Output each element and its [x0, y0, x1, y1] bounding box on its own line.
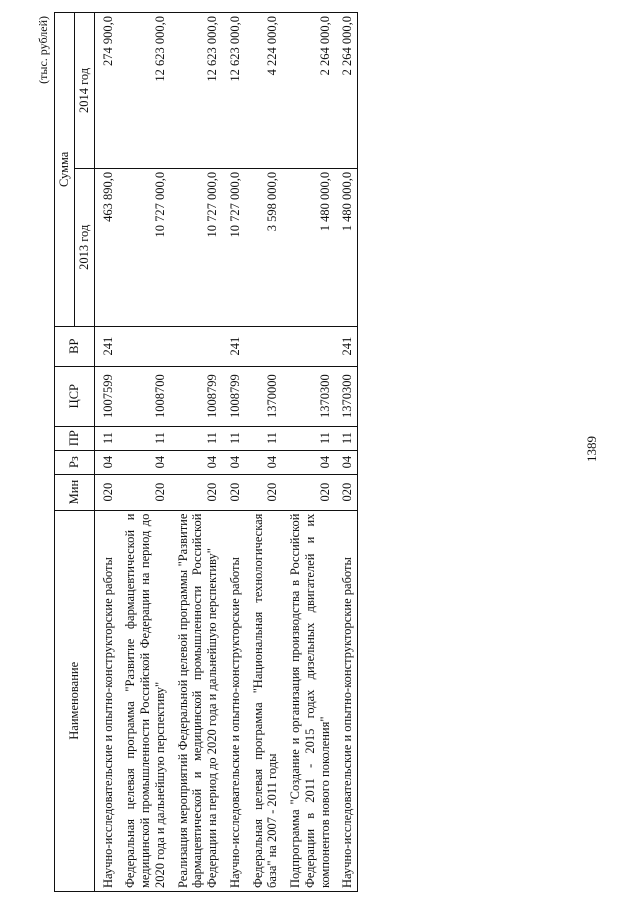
col-min-header: Мин — [55, 474, 95, 510]
row-min: 020 — [334, 474, 357, 510]
row-csr: 1008799 — [170, 366, 222, 426]
row-2013: 1 480 000,0 — [334, 168, 357, 326]
row-2014: 12 623 000,0 — [222, 13, 245, 169]
row-min: 020 — [282, 474, 334, 510]
row-vr — [282, 326, 334, 366]
row-vr — [170, 326, 222, 366]
col-2013-header: 2013 год — [74, 168, 94, 326]
row-rz: 04 — [282, 450, 334, 474]
col-csr-header: ЦСР — [55, 366, 95, 426]
row-rz: 04 — [170, 450, 222, 474]
row-name: Научно-исследовательские и опытно-конструкторские работы — [334, 510, 357, 891]
row-2014: 4 224 000,0 — [245, 13, 283, 169]
row-pr: 11 — [282, 426, 334, 450]
row-csr: 1370300 — [334, 366, 357, 426]
row-2013: 1 480 000,0 — [282, 168, 334, 326]
row-name: Реализация мероприятий Федеральной целевой программы "Развитие фармацевтической и медицинской промышленности Российской Федерации на период до 2020 года и дальнейшую перспективу" — [170, 510, 222, 891]
row-min: 020 — [245, 474, 283, 510]
row-pr: 11 — [94, 426, 117, 450]
col-rz-header: Рз — [55, 450, 95, 474]
col-2014-header: 2014 год — [74, 13, 94, 169]
row-pr: 11 — [222, 426, 245, 450]
row-min: 020 — [117, 474, 169, 510]
row-pr: 11 — [245, 426, 283, 450]
row-rz: 04 — [117, 450, 169, 474]
row-rz: 04 — [94, 450, 117, 474]
row-pr: 11 — [117, 426, 169, 450]
col-name-header: Наименование — [55, 510, 95, 891]
row-vr — [245, 326, 283, 366]
row-name: Подпрограмма "Создание и организация производства в Российской Федерации в 2011 - 2015 годах дизельных двигателей и их компонентов нового поколения" — [282, 510, 334, 891]
row-2013: 10 727 000,0 — [170, 168, 222, 326]
row-rz: 04 — [245, 450, 283, 474]
units-label: (тыс. рублей) — [36, 16, 50, 84]
col-vr-header: ВР — [55, 326, 95, 366]
row-2014: 12 623 000,0 — [117, 13, 169, 169]
row-2014: 12 623 000,0 — [170, 13, 222, 169]
row-csr: 1370300 — [282, 366, 334, 426]
row-name: Федеральная целевая программа "Развитие фармацевтической и медицинской промышленности Российской Федерации на период до 2020 года и дальнейшую перспективу" — [117, 510, 169, 891]
row-rz: 04 — [334, 450, 357, 474]
row-2013: 10 727 000,0 — [117, 168, 169, 326]
row-pr: 11 — [170, 426, 222, 450]
row-2014: 2 264 000,0 — [334, 13, 357, 169]
row-2013: 463 890,0 — [94, 168, 117, 326]
row-pr: 11 — [334, 426, 357, 450]
row-2013: 10 727 000,0 — [222, 168, 245, 326]
row-2014: 2 264 000,0 — [282, 13, 334, 169]
table-row — [245, 13, 283, 892]
table-row — [117, 13, 169, 892]
row-name: Научно-исследовательские и опытно-конструкторские работы — [94, 510, 117, 891]
row-vr: 241 — [94, 326, 117, 366]
budget-table — [54, 12, 358, 892]
row-csr: 1370000 — [245, 366, 283, 426]
row-2013: 3 598 000,0 — [245, 168, 283, 326]
row-csr: 1007599 — [94, 366, 117, 426]
row-2014: 274 900,0 — [94, 13, 117, 169]
row-vr: 241 — [222, 326, 245, 366]
table-body — [94, 13, 358, 892]
row-min: 020 — [94, 474, 117, 510]
row-rz: 04 — [222, 450, 245, 474]
row-min: 020 — [170, 474, 222, 510]
page-number: 1389 — [584, 436, 599, 462]
row-csr: 1008700 — [117, 366, 169, 426]
table-row — [334, 13, 357, 892]
table-row — [94, 13, 117, 892]
row-vr: 241 — [334, 326, 357, 366]
table-row — [170, 13, 222, 892]
table-row — [282, 13, 334, 892]
row-min: 020 — [222, 474, 245, 510]
col-pr-header: ПР — [55, 426, 95, 450]
row-csr: 1008799 — [222, 366, 245, 426]
table-row — [222, 13, 245, 892]
rotated-page — [36, 12, 599, 892]
row-name: Федеральная целевая программа "Национальная технологическая база" на 2007 - 2011 годы — [245, 510, 283, 891]
row-name: Научно-исследовательские и опытно-конструкторские работы — [222, 510, 245, 891]
col-sum-header: Сумма — [55, 13, 75, 327]
row-vr — [117, 326, 169, 366]
table-header — [55, 13, 95, 892]
